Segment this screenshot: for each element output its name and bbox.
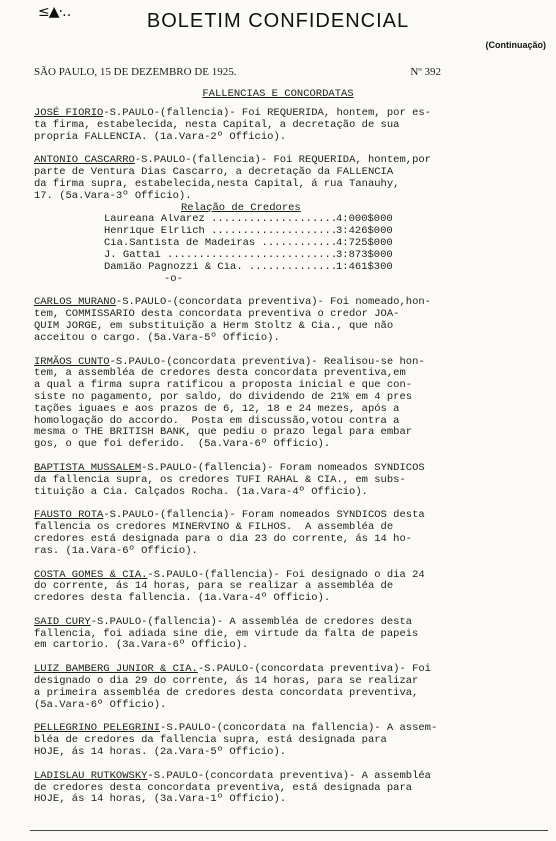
entry	[34, 664, 546, 711]
entry-text: credores desta fallencia. (1a.Vara-4º Officio).	[34, 592, 331, 605]
entry-line	[34, 640, 546, 652]
entry-name: LUIZ BAMBERG JUNIOR & CIA.	[34, 663, 198, 676]
entry-text: -S.PAULO-(fallencia)- Foi REQUERIDA, hontem, por es-	[103, 107, 431, 119]
entry-name: PELLEGRINO PELEGRINI	[34, 722, 161, 735]
entry-text: HOJE, ás 14 horas, (3a.Vara-1º Officio).	[34, 793, 287, 806]
entry-line	[34, 593, 546, 605]
entry	[34, 155, 546, 202]
entry-line	[34, 546, 546, 558]
entry-text: tem, a assembléa de credores desta concordata preventiva,em	[34, 367, 406, 380]
entry-text: tituição a Cia. Calçados Rocha. (1a.Vara-4º Officio).	[34, 485, 368, 498]
entry-text: tações iguaes e aos prazos de 6, 12, 18 e 24 mezes, após a	[34, 402, 400, 415]
entry-text: a primeira assembléa de credores desta concordata preventiva,	[34, 686, 419, 699]
entry-line	[34, 191, 546, 203]
entry-name: JOSÉ FIORIO	[34, 107, 104, 119]
entry-text: de credores desta concordata preventiva, está designada para	[34, 781, 413, 794]
entry	[34, 510, 546, 557]
entry-name: LADISLAU RUTKOWSKY	[34, 769, 148, 782]
entry-text: -S.PAULO-(concordata preventiva)- Foi nomeado,hon-	[115, 296, 431, 309]
entry-text: da fallencia supra, os credores TUFI RAHAL & CIA., em subs-	[34, 473, 406, 486]
entry	[34, 108, 546, 143]
entry	[34, 570, 546, 605]
creditor-amount: 3:426$000	[336, 225, 393, 238]
entry-text: credores está designada para o dia 23 do corrente, ás 14 ho-	[34, 532, 413, 545]
entry-text: da firma supra, estabelecida,nesta Capital, á rua Tanauhy,	[34, 177, 400, 190]
separator: -o-	[164, 273, 183, 286]
entry-text: siste no pagamento, por saldo, do dividendo de 21% em 4 pres	[34, 390, 413, 403]
entry-text: homologação do accordo. Posta em discussão,votou contra a	[34, 414, 400, 427]
creditor-amount: 1:461$300	[336, 260, 393, 273]
creditor-amount: 4:000$000	[336, 213, 393, 226]
entry-text: -S.PAULO-(concordata na fallencia)- A assem-	[160, 722, 438, 735]
entry-text: designado o dia 29 do corrente, ás 14 horas, para se realizar	[34, 675, 419, 688]
entry-text: do corrente, ás 14 horas, para se realizar a assembléa de	[34, 580, 394, 593]
entry-line	[34, 747, 546, 759]
creditors-caption: Relação de Credores	[181, 201, 301, 214]
entry-text: gos, o que foi deferido. (5a.Vara-6º Officio).	[34, 438, 331, 451]
entry-text: -S.PAULO-(fallencia)- Foi REQUERIDA, hontem,por	[134, 154, 431, 167]
creditor-row	[104, 238, 546, 250]
entry-text: QUIM JORGE, em substituição a Herm Stoltz & Cia., que não	[34, 319, 394, 332]
creditor-name: Damião Pagnozzi & Cia. .....	[104, 262, 336, 274]
entry-line	[34, 439, 546, 451]
entry-text: a qual a firma supra ratificou a proposta inicial e que con-	[34, 379, 413, 392]
creditor-row	[104, 214, 546, 226]
creditor-name: Henrique Elrlich .....	[104, 226, 336, 238]
entry-text: bléa de credores da fallencia supra, está designada para	[34, 734, 387, 747]
entry-text: ta firma, estabelecida, nesta Capital, a decretação de sua	[34, 118, 400, 131]
creditor-row	[104, 262, 546, 274]
document-title: BOLETIM CONFIDENCIAL	[146, 10, 410, 32]
entry-text: ras. (1a.Vara-6º Officio).	[34, 544, 198, 557]
entry	[34, 617, 546, 652]
entry-text: -S.PAULO-(fallencia)- A assembléa de credores desta	[90, 615, 413, 628]
entry	[34, 357, 546, 451]
entry-text: -S.PAULO-(concordata preventiva)- A assembléa	[147, 769, 431, 782]
entry	[34, 723, 546, 758]
entries-list	[34, 108, 546, 818]
entry-text: -S.PAULO-(concordata preventiva)- Realisou-se hon-	[109, 355, 425, 368]
entry-text: parte de Ventura Dias Cascarro, a decretação da FALLENCIA	[34, 166, 394, 179]
bulletin-number: Nº 392	[410, 66, 441, 78]
entry-text: em cartorio. (3a.Vara-6º Officio).	[34, 639, 249, 652]
continuation-label: (Continuação)	[485, 40, 546, 50]
creditor-name: J. Gattai .....	[104, 250, 336, 262]
entry-name: FAUSTO ROTA	[34, 509, 104, 522]
entry-name: ANTONIO CASCARRO	[34, 154, 135, 167]
entry-text: propria FALLENCIA. (1a.Vara-2º Officio).	[34, 130, 287, 143]
section-heading: FALLENCIAS E CONCORDATAS	[202, 88, 354, 100]
entry-text: mesma o THE BRITISH BANK, que pediu o prazo legal para embar	[34, 426, 413, 439]
entry-name: COSTA GOMES & CIA.	[34, 568, 148, 581]
creditor-amount: 3:873$000	[336, 248, 393, 261]
dateline: SÃO PAULO, 15 DE DEZEMBRO DE 1925.	[34, 66, 237, 78]
entry-name: CARLOS MURANO	[34, 296, 116, 309]
entry-text: 17. (5a.Vara-3º Officio).	[34, 189, 192, 202]
creditor-name: Laureana Alvarez .....	[104, 214, 336, 226]
entry	[34, 297, 546, 344]
entry-line	[34, 132, 546, 144]
entry-name: SAID CURY	[34, 615, 91, 628]
entry-text: fallencia os credores MINERVINO & FILHOS. A assembléa de	[34, 521, 394, 534]
entry-text: -S.PAULO-(fallencia)- Foram nomeados SYNDICOS desta	[103, 509, 425, 522]
entry-text: fallencia, foi adiada sine die, em virtude da falta de papeis	[34, 627, 419, 640]
bottom-rule	[30, 830, 548, 831]
entry-text: acceitou o cargo. (5a.Vara-5º Officio).	[34, 331, 280, 344]
entry-text: (5a.Vara-6º Officio).	[34, 698, 167, 711]
header-mark: ≤▲·‥	[38, 4, 71, 20]
entry	[34, 771, 546, 806]
entry-text: tem, COMMISSARIO desta concordata preventiva o credor JOA-	[34, 308, 400, 321]
creditor-name: Cia.Santista de Madeiras .....	[104, 238, 336, 250]
entry-line	[34, 333, 546, 345]
creditors-table	[104, 203, 546, 274]
entry-name: IRMÃOS CUNTO	[34, 355, 110, 368]
creditor-row	[104, 226, 546, 238]
entry	[34, 463, 546, 498]
entry-line	[34, 487, 546, 499]
entry-line	[34, 794, 546, 806]
entry-text: HOJE, ás 14 horas. (2a.Vara-5º Officio).	[34, 746, 287, 759]
creditor-amount: 4:725$000	[336, 236, 393, 249]
entry-text: -S.PAULO-(fallencia)- Foram nomeados SYNDICOS	[141, 461, 425, 474]
entry-text: -S.PAULO-(fallencia)- Foi designado o dia 24	[147, 568, 425, 581]
entry-line	[34, 700, 546, 712]
entry-text: -S.PAULO-(concordata preventiva)- Foi	[197, 663, 431, 676]
creditor-row	[104, 250, 546, 262]
entry-name: BAPTISTA MUSSALEM	[34, 461, 142, 474]
